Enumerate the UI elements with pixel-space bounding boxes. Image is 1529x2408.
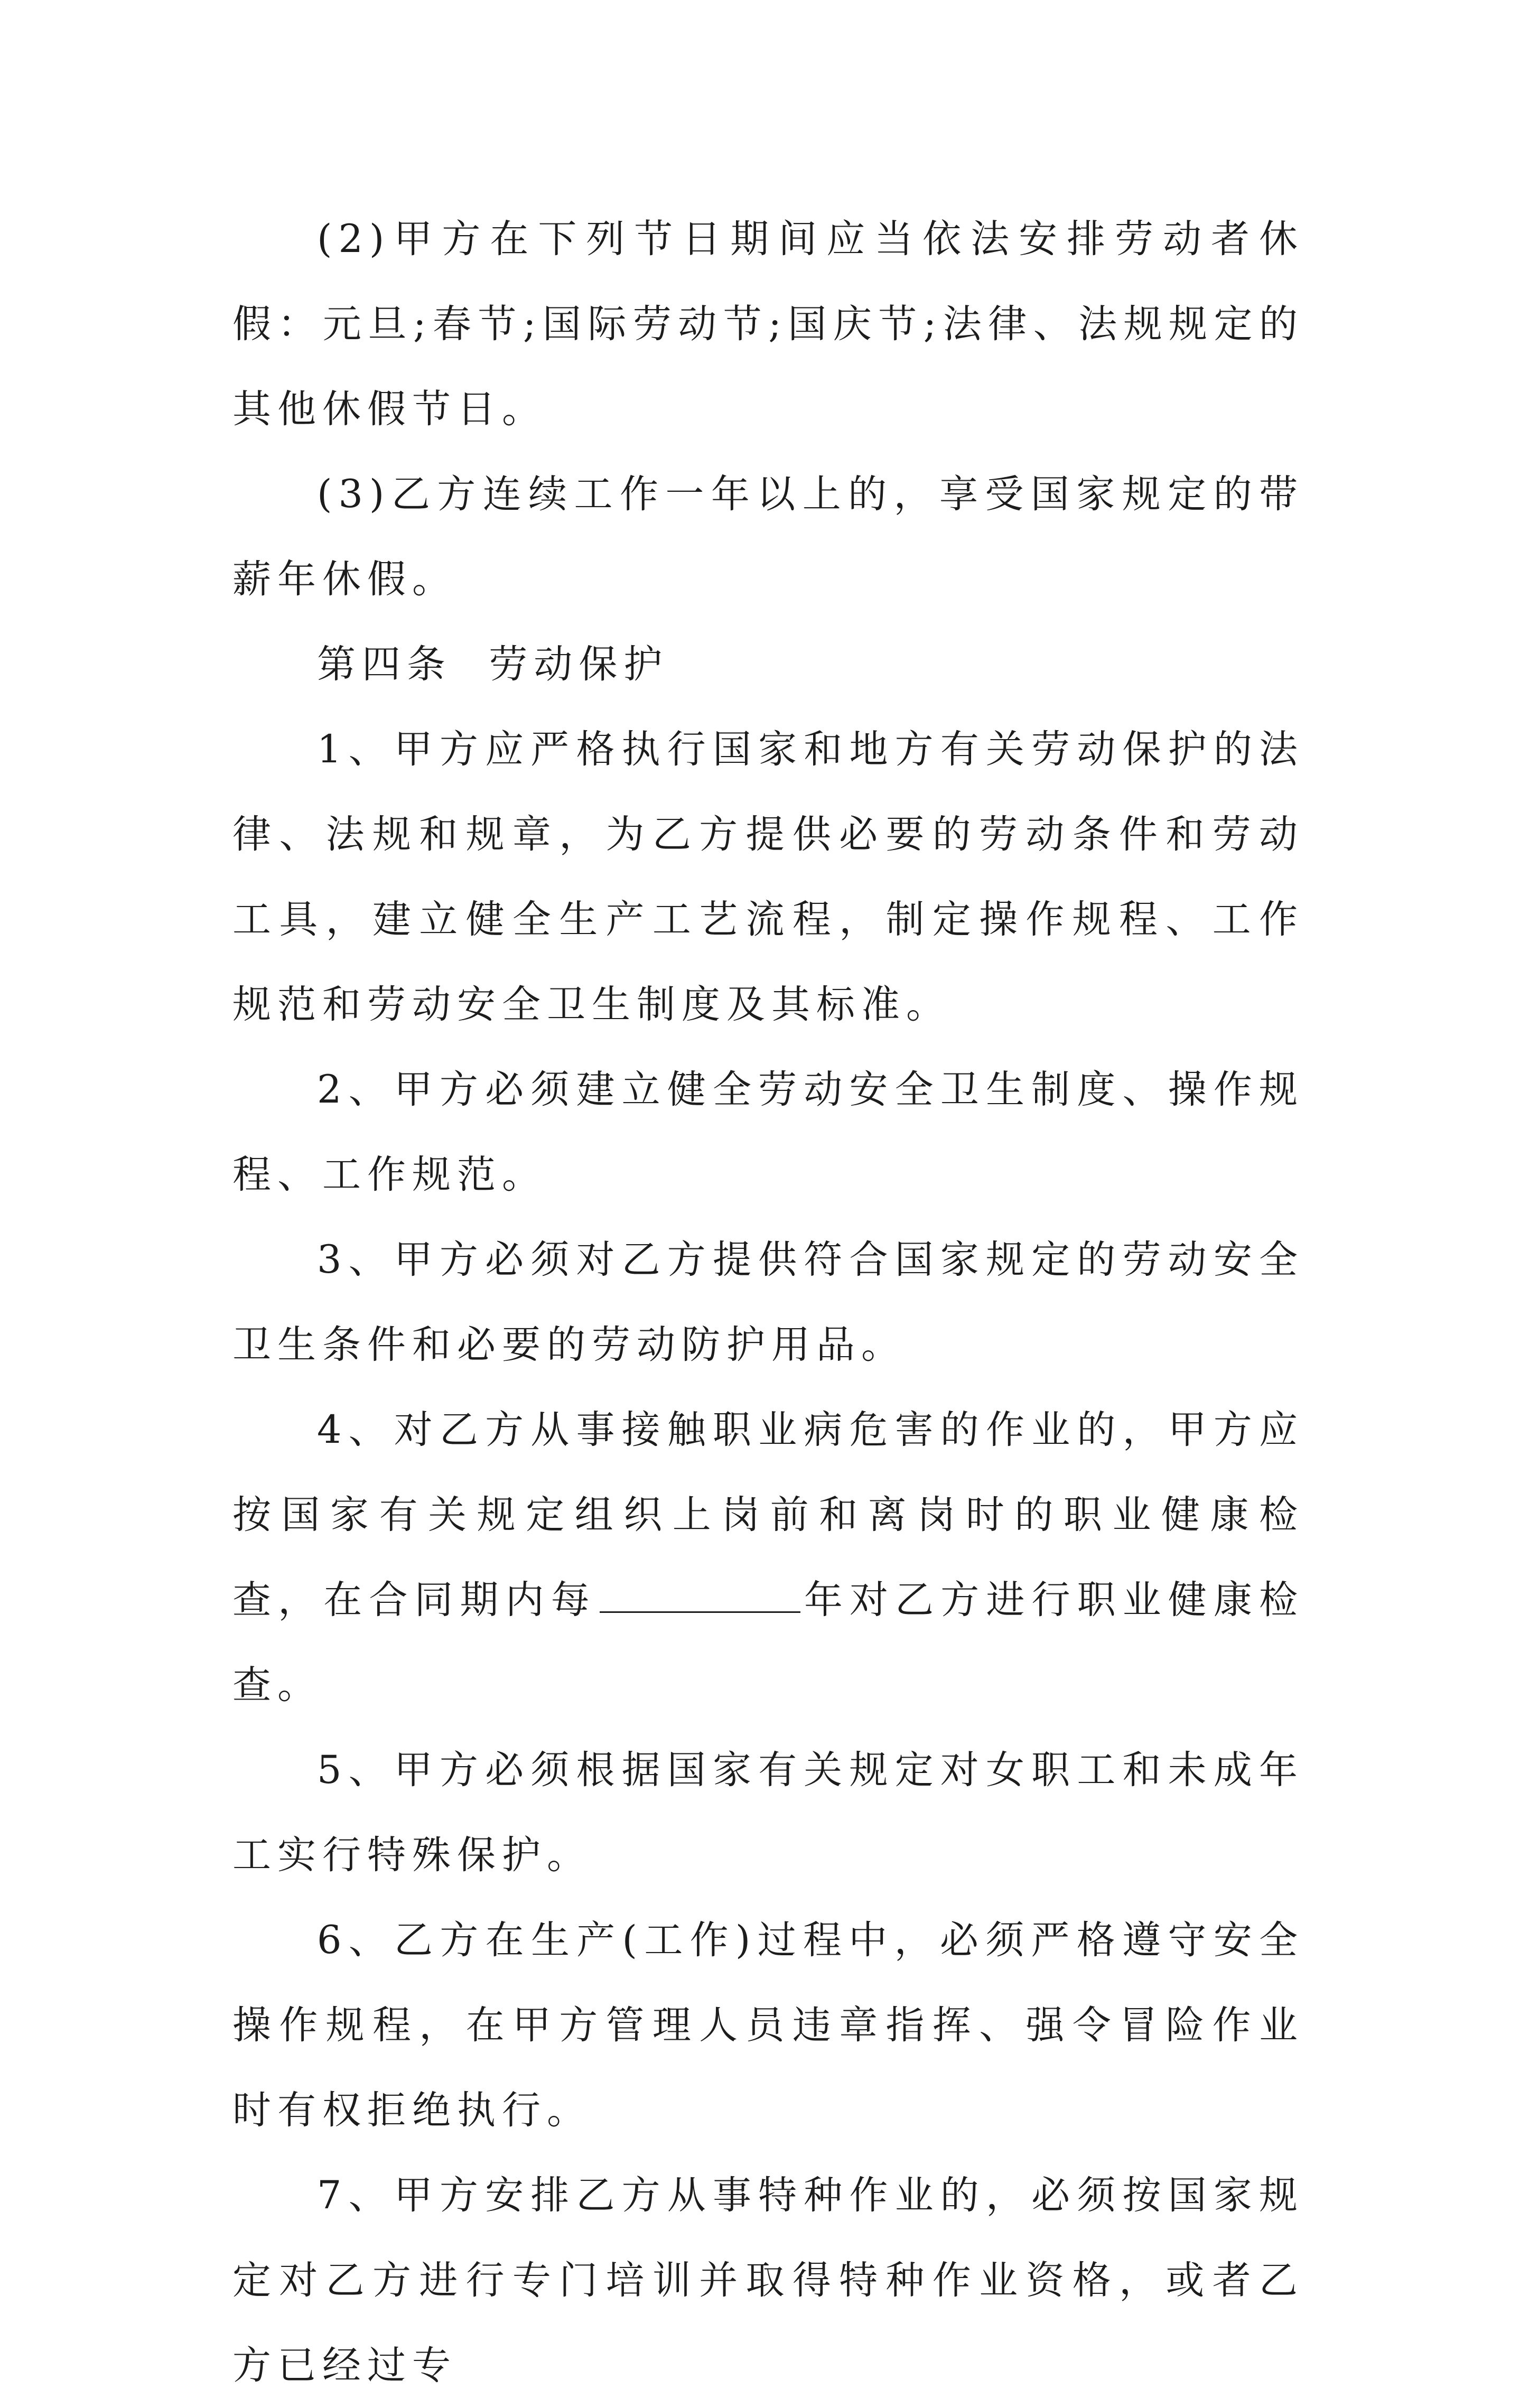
- paragraph-protection-6: 6、乙方在生产(工作)过程中，必须严格遵守安全操作规程，在甲方管理人员违章指挥、强令冒险作业时有权拒绝执行。: [232, 1918, 1304, 2133]
- paragraph-protection-7: 7、甲方安排乙方从事特种作业的，必须按国家规定对乙方进行专门培训并取得特种作业资格，或者乙方已经过专: [232, 2173, 1304, 2388]
- paragraph-protection-3: 3、甲方必须对乙方提供符合国家规定的劳动安全卫生条件和必要的劳动防护用品。: [232, 1237, 1304, 1367]
- paragraph-protection-2: 2、甲方必须建立健全劳动安全卫生制度、操作规程、工作规范。: [232, 1067, 1304, 1197]
- fill-in-blank: [600, 1610, 800, 1613]
- paragraph-protection-4: [232, 1387, 1304, 1728]
- article-4-heading: 第四条 劳动保护: [317, 642, 669, 687]
- paragraph-holiday-2: (2)甲方在下列节日期间应当依法安排劳动者休假：元旦;春节;国际劳动节;国庆节;法律、法规规定的其他休假节日。: [232, 217, 1304, 432]
- paragraph-holiday-3: (3)乙方连续工作一年以上的，享受国家规定的带薪年休假。: [232, 472, 1304, 602]
- paragraph-protection-1: 1、甲方应严格执行国家和地方有关劳动保护的法律、法规和规章，为乙方提供必要的劳动条件和劳动工具，建立健全生产工艺流程，制定操作规程、工作规范和劳动安全卫生制度及其标准。: [232, 727, 1304, 1027]
- protection-4-text-after: 年对乙方进行职业健康检查。: [232, 1578, 1304, 1707]
- document-body: [232, 197, 1304, 2408]
- paragraph-protection-5: 5、甲方必须根据国家有关规定对女职工和未成年工实行特殊保护。: [232, 1748, 1304, 1878]
- protection-4-text-before: 4、对乙方从事接触职业病危害的作业的，甲方应按国家有关规定组织上岗前和离岗时的职业健康检查，在合同期内每: [232, 1407, 1304, 1622]
